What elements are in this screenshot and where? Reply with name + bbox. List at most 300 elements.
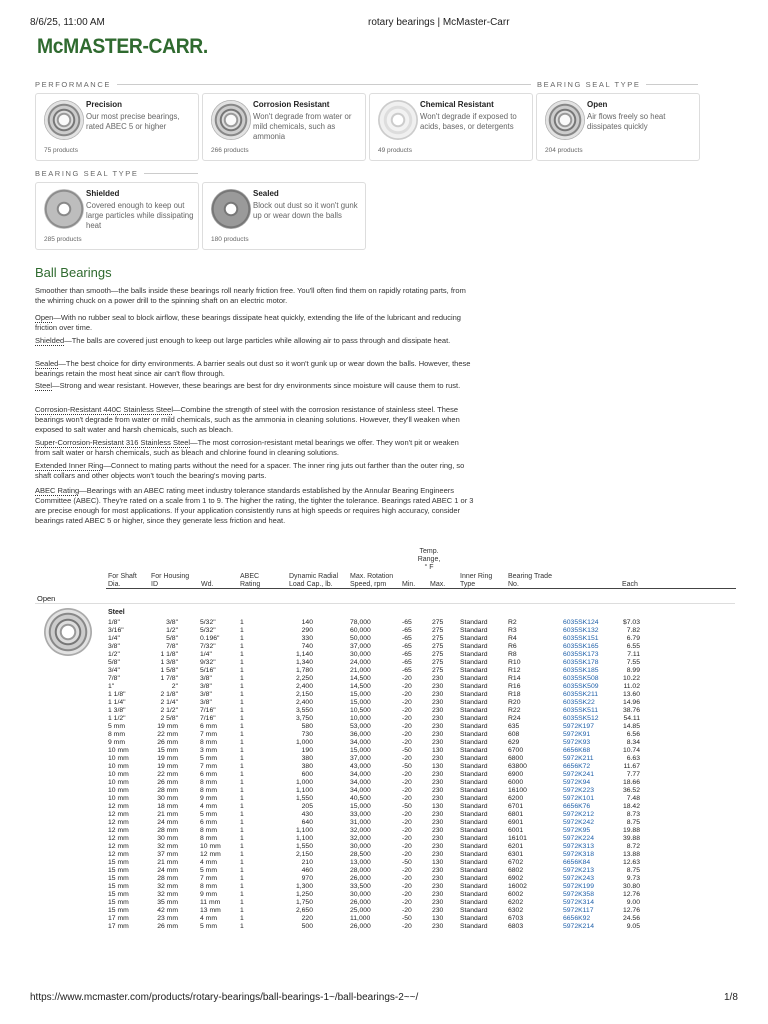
cell-trade-number: R20 xyxy=(508,699,521,706)
cell-inner-ring-type: Standard xyxy=(460,739,488,746)
category-card-chemical-resistant[interactable] xyxy=(369,93,533,161)
cell-width: 13 mm xyxy=(200,907,221,914)
cell-price: 8.72 xyxy=(626,843,640,850)
cell-temp-min: -20 xyxy=(402,835,412,842)
cell-price: 12.76 xyxy=(622,907,640,914)
cell-part-number-link[interactable]: 6656K68 xyxy=(563,747,591,754)
table-row[interactable] xyxy=(0,811,768,819)
cell-temp-max: 275 xyxy=(432,651,444,658)
cell-part-number-link[interactable]: 5972K314 xyxy=(563,899,594,906)
cell-inner-ring-type: Standard xyxy=(460,923,488,930)
cell-max-speed: 15,000 xyxy=(350,699,371,706)
category-card-shielded[interactable] xyxy=(35,182,199,250)
definition-term[interactable]: ABEC Rating xyxy=(35,486,80,495)
card-title: Chemical Resistant xyxy=(420,100,494,109)
cell-housing-id: 28 mm xyxy=(157,875,178,882)
cell-temp-min: -50 xyxy=(402,915,412,922)
cell-trade-number: 16002 xyxy=(508,883,527,890)
cell-temp-min: -20 xyxy=(402,899,412,906)
cell-part-number-link[interactable]: 6035SK151 xyxy=(563,635,599,642)
cell-part-number-link[interactable]: 5972K197 xyxy=(563,723,594,730)
category-card-corrosion-resistant[interactable] xyxy=(202,93,366,161)
cell-part-number-link[interactable]: 6656K76 xyxy=(563,803,591,810)
cell-trade-number: R18 xyxy=(508,691,521,698)
cell-load-capacity: 600 xyxy=(301,771,313,778)
cell-price: 12.76 xyxy=(622,891,640,898)
cell-abec-rating: 1 xyxy=(240,875,244,882)
definition-text: —Combine the strength of steel with the corrosion resistance of stainless steel. These bearings won't degrade from water or mild chemicals, such as the ammonia in cleaning solutions. However, they'll weaken when exposed to salt water and harsh chemicals, such as bleach. xyxy=(35,405,460,434)
table-row[interactable] xyxy=(0,739,768,747)
cell-housing-id: 2" xyxy=(171,683,178,690)
cell-part-number-link[interactable]: 5972K101 xyxy=(563,795,594,802)
cell-inner-ring-type: Standard xyxy=(460,779,488,786)
cell-shaft-dia: 12 mm xyxy=(108,827,129,834)
cell-housing-id: 3/8" xyxy=(166,619,178,626)
cell-inner-ring-type: Standard xyxy=(460,643,488,650)
cell-price: 14.96 xyxy=(622,699,640,706)
cell-abec-rating: 1 xyxy=(240,715,244,722)
bearing-image xyxy=(378,100,418,140)
definition-paragraph xyxy=(35,359,475,379)
cell-part-number-link[interactable]: 6035SK508 xyxy=(563,675,599,682)
cell-price: 8.75 xyxy=(626,867,640,874)
cell-shaft-dia: 17 mm xyxy=(108,915,129,922)
cell-price: 12.63 xyxy=(622,859,640,866)
bearing-image xyxy=(44,189,84,229)
header-housing: For Housing ID xyxy=(151,573,190,588)
cell-load-capacity: 1,750 xyxy=(295,899,313,906)
cell-load-capacity: 970 xyxy=(301,875,313,882)
card-description: Air flows freely so heat dissipates quickly xyxy=(587,112,666,131)
table-row[interactable] xyxy=(0,899,768,907)
cell-temp-max: 230 xyxy=(432,699,444,706)
cell-inner-ring-type: Standard xyxy=(460,723,488,730)
cell-load-capacity: 140 xyxy=(301,619,313,626)
table-row[interactable] xyxy=(0,691,768,699)
cell-shaft-dia: 1" xyxy=(108,683,115,690)
cell-width: 7/32" xyxy=(200,643,216,650)
card-product-count: 49 products xyxy=(378,147,412,154)
table-row[interactable] xyxy=(0,659,768,667)
cell-housing-id: 26 mm xyxy=(157,779,178,786)
cell-trade-number: 6800 xyxy=(508,755,524,762)
card-description: Won't degrade from water or mild chemicals, such as ammonia xyxy=(253,112,352,141)
cell-width: 3/8" xyxy=(200,675,212,682)
cell-temp-min: -20 xyxy=(402,891,412,898)
cell-part-number-link[interactable]: 5972K94 xyxy=(563,779,591,786)
table-row[interactable] xyxy=(0,755,768,763)
cell-abec-rating: 1 xyxy=(240,803,244,810)
header-abec: ABEC Rating xyxy=(240,573,261,588)
cell-inner-ring-type: Standard xyxy=(460,675,488,682)
cell-width: 8 mm xyxy=(200,779,217,786)
cell-housing-id: 30 mm xyxy=(157,795,178,802)
cell-load-capacity: 2,400 xyxy=(295,699,313,706)
cell-trade-number: 635 xyxy=(508,723,520,730)
cell-abec-rating: 1 xyxy=(240,859,244,866)
cell-temp-max: 230 xyxy=(432,835,444,842)
cell-part-number-link[interactable]: 6656K84 xyxy=(563,859,591,866)
cell-temp-max: 230 xyxy=(432,883,444,890)
cell-load-capacity: 500 xyxy=(301,923,313,930)
table-row[interactable] xyxy=(0,875,768,883)
section-label-seal-type: BEARING SEAL TYPE xyxy=(35,169,144,178)
cell-trade-number: 6900 xyxy=(508,771,524,778)
cell-max-speed: 14,500 xyxy=(350,675,371,682)
cell-housing-id: 32 mm xyxy=(157,883,178,890)
cell-load-capacity: 190 xyxy=(301,747,313,754)
header-trade: Bearing Trade No. xyxy=(508,573,552,588)
cell-shaft-dia: 1/8" xyxy=(108,619,120,626)
cell-part-number-link[interactable]: 6035SK511 xyxy=(563,707,599,714)
cell-temp-max: 230 xyxy=(432,715,444,722)
header-ring: Inner Ring Type xyxy=(460,573,493,588)
cell-inner-ring-type: Standard xyxy=(460,875,488,882)
cell-temp-min: -65 xyxy=(402,651,412,658)
cell-width: 7 mm xyxy=(200,875,217,882)
cell-part-number-link[interactable]: 6035SK165 xyxy=(563,643,599,650)
cell-temp-min: -20 xyxy=(402,755,412,762)
cell-housing-id: 22 mm xyxy=(157,731,178,738)
cell-max-speed: 30,000 xyxy=(350,843,371,850)
cell-temp-min: -65 xyxy=(402,643,412,650)
cell-price: 8.34 xyxy=(626,739,640,746)
cell-part-number-link[interactable]: 5972K243 xyxy=(563,875,594,882)
table-row[interactable] xyxy=(0,651,768,659)
cell-inner-ring-type: Standard xyxy=(460,707,488,714)
table-row[interactable] xyxy=(0,763,768,771)
cell-abec-rating: 1 xyxy=(240,747,244,754)
cell-width: 8 mm xyxy=(200,787,217,794)
card-product-count: 204 products xyxy=(545,147,583,154)
cell-max-speed: 15,000 xyxy=(350,747,371,754)
definition-paragraph xyxy=(35,336,475,346)
cell-part-number-link[interactable]: 6035SK22 xyxy=(563,699,595,706)
cell-inner-ring-type: Standard xyxy=(460,827,488,834)
cell-load-capacity: 460 xyxy=(301,867,313,874)
table-row[interactable] xyxy=(0,699,768,707)
cell-part-number-link[interactable]: 6656K72 xyxy=(563,763,591,770)
cell-price: 9.00 xyxy=(626,899,640,906)
cell-inner-ring-type: Standard xyxy=(460,891,488,898)
cell-shaft-dia: 12 mm xyxy=(108,835,129,842)
table-row[interactable] xyxy=(0,747,768,755)
cell-part-number-link[interactable]: 5972K211 xyxy=(563,755,594,762)
cell-part-number-link[interactable]: 5972K214 xyxy=(563,923,594,930)
table-row[interactable] xyxy=(0,827,768,835)
cell-trade-number: 6001 xyxy=(508,827,524,834)
cell-trade-number: 6801 xyxy=(508,811,524,818)
cell-abec-rating: 1 xyxy=(240,779,244,786)
table-row[interactable] xyxy=(0,627,768,635)
cell-load-capacity: 1,340 xyxy=(295,659,313,666)
cell-temp-min: -50 xyxy=(402,747,412,754)
cell-temp-max: 230 xyxy=(432,795,444,802)
cell-temp-max: 230 xyxy=(432,907,444,914)
cell-inner-ring-type: Standard xyxy=(460,883,488,890)
definition-paragraph xyxy=(35,405,475,435)
table-row[interactable] xyxy=(0,683,768,691)
table-row[interactable] xyxy=(0,795,768,803)
table-row[interactable] xyxy=(0,731,768,739)
definition-term[interactable]: Shielded xyxy=(35,336,65,345)
cell-trade-number: 6803 xyxy=(508,923,524,930)
cell-shaft-dia: 3/8" xyxy=(108,643,120,650)
definition-paragraph xyxy=(35,461,475,481)
cell-price: 10.22 xyxy=(622,675,640,682)
cell-temp-max: 230 xyxy=(432,755,444,762)
print-url: https://www.mcmaster.com/products/rotary-bearings/ball-bearings-1~/ball-bearings-2~~/ xyxy=(30,992,419,1003)
cell-load-capacity: 1,140 xyxy=(295,651,313,658)
intro-paragraph: Smoother than smooth—the balls inside these bearings roll nearly friction free. You'll often find them on rapidly rotating parts, from the whirring chuck on a power drill to the spinning shaft on an electric motor. xyxy=(35,286,466,305)
definition-term[interactable]: Open xyxy=(35,313,54,322)
definition-paragraph xyxy=(35,486,475,526)
cell-price: 13.88 xyxy=(622,851,640,858)
cell-part-number-link[interactable]: 5972K91 xyxy=(563,731,591,738)
cell-max-speed: 10,000 xyxy=(350,715,371,722)
cell-temp-max: 230 xyxy=(432,819,444,826)
cell-part-number-link[interactable]: 5972K241 xyxy=(563,771,594,778)
cell-abec-rating: 1 xyxy=(240,659,244,666)
table-row[interactable] xyxy=(0,819,768,827)
cell-inner-ring-type: Standard xyxy=(460,627,488,634)
cell-price: $7.03 xyxy=(622,619,640,626)
cell-abec-rating: 1 xyxy=(240,723,244,730)
table-row[interactable] xyxy=(0,859,768,867)
cell-price: 36.52 xyxy=(622,787,640,794)
cell-load-capacity: 1,100 xyxy=(295,835,313,842)
cell-part-number-link[interactable]: 6035SK132 xyxy=(563,627,599,634)
cell-load-capacity: 580 xyxy=(301,723,313,730)
table-row[interactable] xyxy=(0,723,768,731)
cell-part-number-link[interactable]: 5972K212 xyxy=(563,811,594,818)
cell-shaft-dia: 15 mm xyxy=(108,891,129,898)
group-label-open: Open xyxy=(37,594,56,603)
cell-trade-number: 629 xyxy=(508,739,520,746)
cell-load-capacity: 740 xyxy=(301,643,313,650)
table-row[interactable] xyxy=(0,779,768,787)
cell-housing-id: 24 mm xyxy=(157,867,178,874)
cell-width: 11 mm xyxy=(200,899,221,906)
card-product-count: 266 products xyxy=(211,147,249,154)
table-row[interactable] xyxy=(0,835,768,843)
cell-trade-number: R4 xyxy=(508,635,517,642)
definition-term[interactable]: Extended Inner Ring xyxy=(35,461,104,470)
cell-temp-min: -65 xyxy=(402,635,412,642)
card-product-count: 180 products xyxy=(211,236,249,243)
cell-part-number-link[interactable]: 5972K93 xyxy=(563,739,591,746)
table-row[interactable] xyxy=(0,891,768,899)
header-load: Dynamic Radial Load Cap., lb. xyxy=(289,573,339,588)
cell-part-number-link[interactable]: 5972K213 xyxy=(563,867,594,874)
cell-temp-min: -20 xyxy=(402,787,412,794)
mcmaster-logo[interactable]: McMASTER-CARR. xyxy=(37,35,208,58)
cell-price: 8.99 xyxy=(626,667,640,674)
cell-price: 8.73 xyxy=(626,811,640,818)
cell-max-speed: 33,500 xyxy=(350,883,371,890)
table-row[interactable] xyxy=(0,843,768,851)
cell-part-number-link[interactable]: 5972K95 xyxy=(563,827,591,834)
cell-width: 8 mm xyxy=(200,835,217,842)
cell-inner-ring-type: Standard xyxy=(460,683,488,690)
cell-inner-ring-type: Standard xyxy=(460,795,488,802)
cell-load-capacity: 2,400 xyxy=(295,683,313,690)
cell-max-speed: 26,000 xyxy=(350,899,371,906)
cell-temp-max: 275 xyxy=(432,667,444,674)
cell-abec-rating: 1 xyxy=(240,755,244,762)
definition-term[interactable]: Sealed xyxy=(35,359,59,368)
cell-shaft-dia: 9 mm xyxy=(108,739,125,746)
table-row[interactable] xyxy=(0,643,768,651)
cell-inner-ring-type: Standard xyxy=(460,771,488,778)
definition-term[interactable]: Super-Corrosion-Resistant 316 Stainless Steel xyxy=(35,438,191,447)
table-row[interactable] xyxy=(0,707,768,715)
cell-housing-id: 32 mm xyxy=(157,843,178,850)
cell-trade-number: R3 xyxy=(508,627,517,634)
cell-trade-number: 16100 xyxy=(508,787,527,794)
print-page-number: 1/8 xyxy=(724,992,738,1003)
table-row[interactable] xyxy=(0,619,768,627)
cell-trade-number: 6701 xyxy=(508,803,524,810)
table-row[interactable] xyxy=(0,675,768,683)
cell-price: 19.88 xyxy=(622,827,640,834)
cell-part-number-link[interactable]: 5972K223 xyxy=(563,787,594,794)
table-row[interactable] xyxy=(0,635,768,643)
cell-abec-rating: 1 xyxy=(240,811,244,818)
table-row[interactable] xyxy=(0,867,768,875)
cell-price: 7.11 xyxy=(627,651,640,658)
cell-part-number-link[interactable]: 5972K358 xyxy=(563,891,594,898)
table-row[interactable] xyxy=(0,787,768,795)
cell-part-number-link[interactable]: 6035SK178 xyxy=(563,659,599,666)
cell-part-number-link[interactable]: 5972K224 xyxy=(563,835,594,842)
cell-part-number-link[interactable]: 5972K199 xyxy=(563,883,594,890)
cell-temp-min: -20 xyxy=(402,883,412,890)
cell-part-number-link[interactable]: 5972K313 xyxy=(563,843,594,850)
cell-width: 1/4" xyxy=(200,651,212,658)
cell-part-number-link[interactable]: 5972K318 xyxy=(563,851,594,858)
cell-inner-ring-type: Standard xyxy=(460,787,488,794)
cell-load-capacity: 210 xyxy=(301,859,313,866)
cell-width: 5 mm xyxy=(200,811,217,818)
table-row[interactable] xyxy=(0,803,768,811)
cell-max-speed: 26,000 xyxy=(350,875,371,882)
cell-load-capacity: 3,550 xyxy=(295,707,313,714)
category-card-sealed[interactable] xyxy=(202,182,366,250)
cell-width: 7/16" xyxy=(200,715,216,722)
cell-shaft-dia: 10 mm xyxy=(108,763,129,770)
cell-max-speed: 15,000 xyxy=(350,803,371,810)
cell-price: 13.60 xyxy=(622,691,640,698)
table-row[interactable] xyxy=(0,883,768,891)
cell-max-speed: 33,000 xyxy=(350,811,371,818)
cell-part-number-link[interactable]: 6035SK173 xyxy=(563,651,599,658)
print-timestamp: 8/6/25, 11:00 AM xyxy=(30,17,105,28)
cell-part-number-link[interactable]: 6035SK211 xyxy=(563,691,599,698)
cell-load-capacity: 2,650 xyxy=(295,907,313,914)
cell-housing-id: 19 mm xyxy=(157,763,178,770)
cell-inner-ring-type: Standard xyxy=(460,867,488,874)
cell-width: 3/8" xyxy=(200,699,212,706)
cell-load-capacity: 1,000 xyxy=(295,779,313,786)
cell-part-number-link[interactable]: 6656K92 xyxy=(563,915,591,922)
cell-abec-rating: 1 xyxy=(240,891,244,898)
cell-inner-ring-type: Standard xyxy=(460,819,488,826)
cell-load-capacity: 290 xyxy=(301,627,313,634)
cell-abec-rating: 1 xyxy=(240,707,244,714)
card-title: Precision xyxy=(86,100,123,109)
category-card-open[interactable] xyxy=(536,93,700,161)
cell-inner-ring-type: Standard xyxy=(460,635,488,642)
cell-temp-max: 130 xyxy=(432,747,444,754)
cell-temp-max: 230 xyxy=(432,843,444,850)
cell-part-number-link[interactable]: 6035SK512 xyxy=(563,715,599,722)
table-row[interactable] xyxy=(0,667,768,675)
category-card-precision[interactable] xyxy=(35,93,199,161)
cell-shaft-dia: 10 mm xyxy=(108,779,129,786)
cell-price: 38.76 xyxy=(622,707,640,714)
cell-load-capacity: 1,000 xyxy=(295,739,313,746)
table-row[interactable] xyxy=(0,715,768,723)
cell-temp-min: -20 xyxy=(402,683,412,690)
cell-max-speed: 34,000 xyxy=(350,779,371,786)
cell-housing-id: 1 3/8" xyxy=(160,659,178,666)
cell-max-speed: 37,000 xyxy=(350,643,371,650)
cell-price: 54.11 xyxy=(623,715,640,722)
cell-housing-id: 1 1/8" xyxy=(160,651,178,658)
cell-inner-ring-type: Standard xyxy=(460,915,488,922)
cell-temp-max: 230 xyxy=(432,675,444,682)
cell-abec-rating: 1 xyxy=(240,683,244,690)
cell-price: 39.88 xyxy=(622,835,640,842)
cell-trade-number: 6901 xyxy=(508,819,524,826)
cell-part-number-link[interactable]: 5972K117 xyxy=(563,907,594,914)
table-row[interactable] xyxy=(0,915,768,923)
cell-temp-min: -50 xyxy=(402,859,412,866)
cell-shaft-dia: 1/4" xyxy=(108,635,120,642)
cell-part-number-link[interactable]: 6035SK509 xyxy=(563,683,599,690)
cell-inner-ring-type: Standard xyxy=(460,835,488,842)
table-row[interactable] xyxy=(0,907,768,915)
cell-max-speed: 34,000 xyxy=(350,771,371,778)
cell-max-speed: 53,000 xyxy=(350,723,371,730)
cell-load-capacity: 2,150 xyxy=(295,851,313,858)
cell-temp-max: 130 xyxy=(432,763,444,770)
cell-price: 6.79 xyxy=(626,635,640,642)
cell-max-speed: 13,000 xyxy=(350,859,371,866)
table-row[interactable] xyxy=(0,923,768,931)
definition-term[interactable]: Corrosion-Resistant 440C Stainless Steel xyxy=(35,405,173,414)
cell-housing-id: 1 5/8" xyxy=(160,667,178,674)
cell-part-number-link[interactable]: 6035SK185 xyxy=(563,667,599,674)
cell-inner-ring-type: Standard xyxy=(460,859,488,866)
cell-max-speed: 30,000 xyxy=(350,651,371,658)
definition-term[interactable]: Steel xyxy=(35,381,53,390)
cell-abec-rating: 1 xyxy=(240,651,244,658)
cell-shaft-dia: 5 mm xyxy=(108,723,125,730)
header-shaft: For Shaft Dia. xyxy=(108,573,137,588)
cell-width: 5/16" xyxy=(200,667,216,674)
cell-width: 9/32" xyxy=(200,659,216,666)
table-row[interactable] xyxy=(0,771,768,779)
cell-width: 3/8" xyxy=(200,691,212,698)
cell-temp-max: 230 xyxy=(432,891,444,898)
cell-part-number-link[interactable]: 6035SK124 xyxy=(563,619,599,626)
header-min: Min. xyxy=(402,581,416,588)
table-row[interactable] xyxy=(0,851,768,859)
cell-part-number-link[interactable]: 5972K242 xyxy=(563,819,594,826)
cell-shaft-dia: 3/4" xyxy=(108,667,120,674)
